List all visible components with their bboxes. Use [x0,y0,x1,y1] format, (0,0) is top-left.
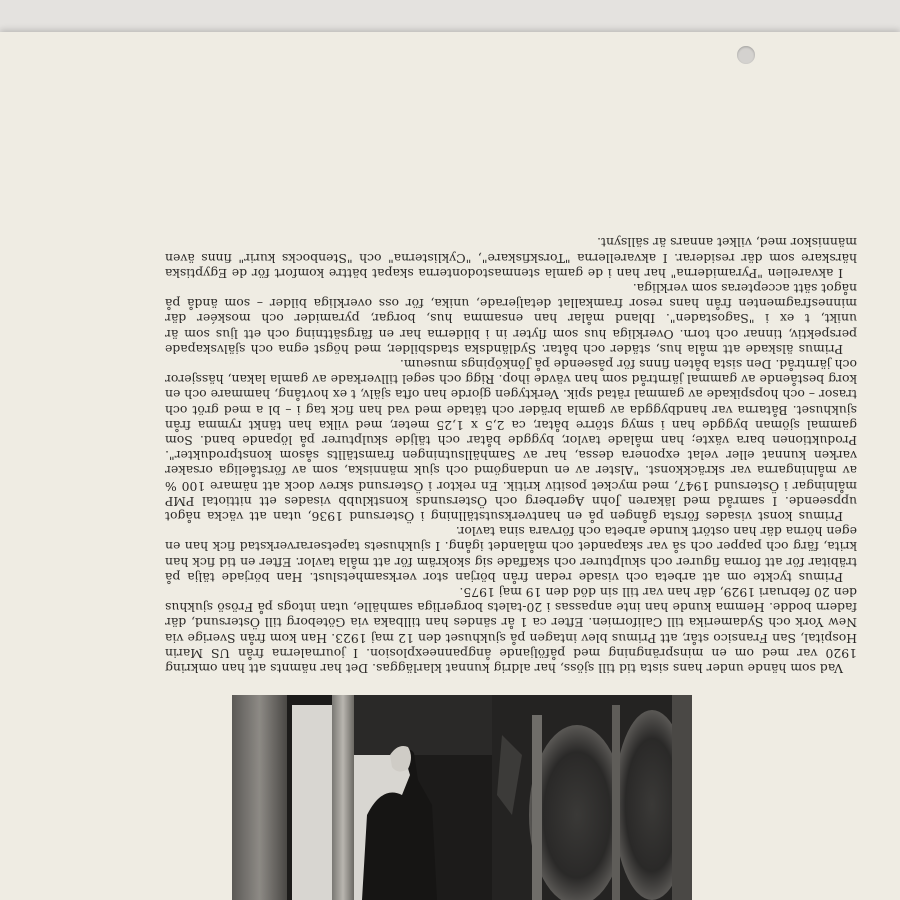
article-text [165,128,857,676]
paragraph-4: Primus älskade att måla hus, städer och båtar. Sydländska stadsbilder, med högst egna och självskapade perspektiv, tinnar och torn. Overkliga hus som flyter in i bilderna har en färgsättning och ett ljus som är unikt, t ex i "Sagostaden". Ibland målar han ensamma hus, borgar, pyramider och moskéer där minnesfragmenten från hans resor framkallat detaljerade, unika, för oss overkliga bilder – som ändå på något sätt accepteras som verkliga. [165,280,857,357]
paragraph-2: Primus tyckte om att arbeta och visade redan från början stor verksamhetslust. Han började tälja på träbitar för att forma figurer och skulpturer och skaffade sig skokräm för att måla tavlor. Efter en tid fick han krita, färg och papper och så var skapandet och målandet igång. I sjukhusets tapetserarverkstad fick han en egen hörna där han ostört kunde arbeta och förvara sina tavlor. [165,524,857,585]
photograph-icon [232,695,692,900]
photograph-image [232,695,692,900]
paragraph-5: I akvarellen "Pyramiderna" har han i de gamla stenmastodonterna skapat bättre komfort för de Egyptiska härskare som där residerar. I akvarellerna "Torskfiskare", "Cyklisterna" och "Stenbocks kurir" finns även människor med, vilket annars är sällsynt. [165,235,857,281]
paragraph-3: Primus konst visades första gången på en hantverksutställning i Östersund 1936, utan att väcka något uppseende. I samråd med läkaren John Agerberg och Östersunds konstklubb visades ett nittiotal PMP målningar i Östersund 1947, med mycket positiv kritik. En rektor i Östersund skrev dock att nämare 100 % av målningarna var skräckkonst. "Alster av en undangömd och sjuk människa, som av förståeliga orsaker varken kunnat eller velat exponera dessa, har av Samhällsutningen framställts såsom konstprodukter". Produktionen bara växte; han målade tavlor, byggde båtar och täljde skulpturer på löpande band. Som gammal sjöman byggde han i smyg större båtar, ca 2,5 x 1,25 meter, med vilka han tänkt rymma från sjukhuset. Båtarna var handbyggda av gamla bräder och tätade med vad han fick tag i – bl a med gröt och trasor – och hopspikade av gammal rätad spik. Verktygen gjorde han ofta själv, t ex hovtång, hammare och en korg bestående av gammal järntråd som han vävde ihop. Rigg och segel tillverkade av gamla lakan, hässjeror och järntråd. Den sista båten finns för påseende på Jönköpings museum. [165,356,857,524]
punch-hole [737,46,755,64]
paragraph-1: Vad som hände under hans sista tid till sjöss, har aldrig kunnat klarläggas. Det har nämnts att han omkring 1920 var med om en minsprängning med påföljande ångpanneexplosion. I journalerna från US Marin Hospital, San Fransico står, att Primus blev intagen på sjukhuset den 12 maj 1923. Han kom från Sverige via New York och Sydamerika till Californien. Efter ca 1 år sändes han tillbaka via Göteborg till Östersund, där fadern bodde. Hemma kunde han inte anpassas i 20-talets borgerliga samhälle, utan intogs på Frösö sjukhus den 20 februari 1929, där han var till sin död den 19 maj 1975. [165,584,857,676]
